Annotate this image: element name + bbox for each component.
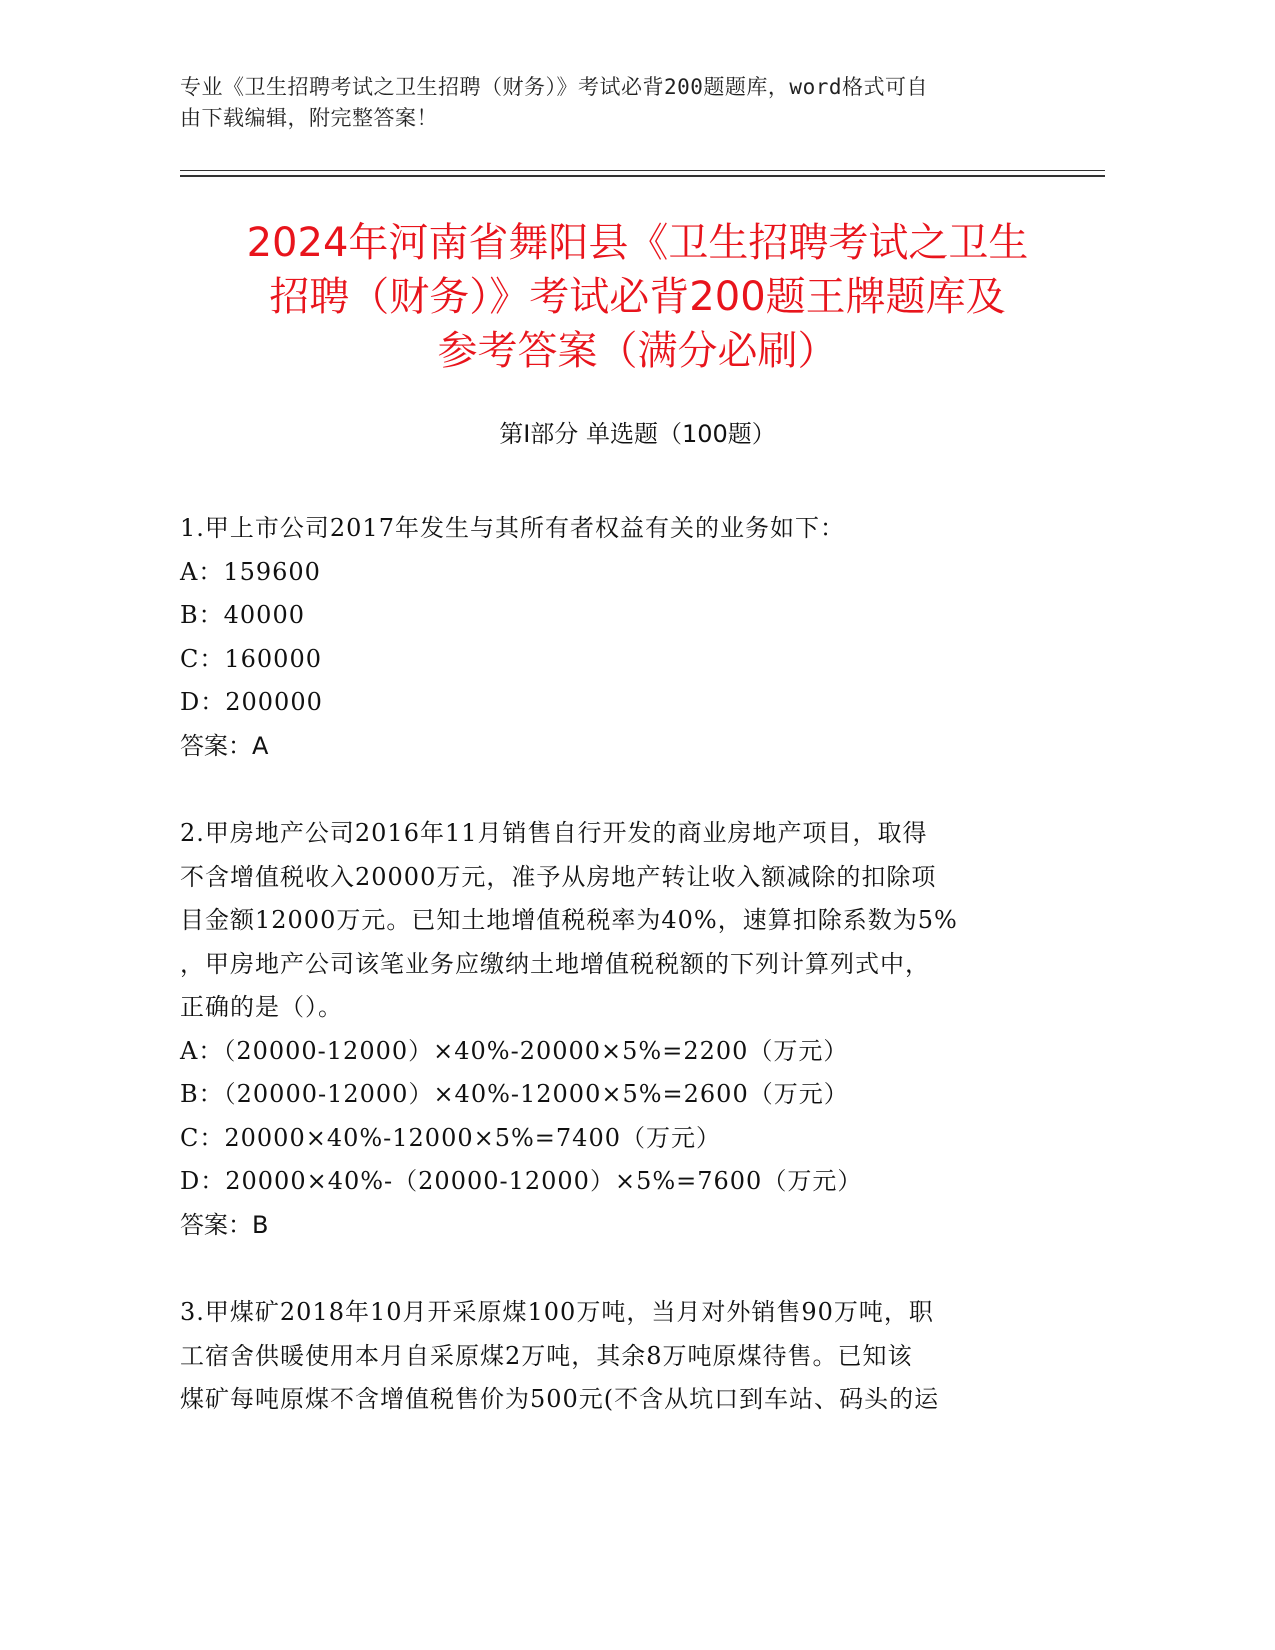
question-1-stem: 1.甲上市公司2017年发生与其所有者权益有关的业务如下： [180, 514, 845, 542]
question-2-option-c: C：20000×40%-12000×5%=7400（万元） [180, 1124, 721, 1152]
question-1-option-b: B：40000 [180, 601, 305, 629]
question-2-option-b: B：（20000-12000）×40%-12000×5%=2600（万元） [180, 1080, 849, 1108]
header-note-line: 专业《卫生招聘考试之卫生招聘（财务）》考试必背200题题库，word格式可自 [180, 75, 928, 99]
question-2-stem-line: 不含增值税收入20000万元，准予从房地产转让收入额减除的扣除项 [180, 863, 937, 891]
question-3-stem-line: 煤矿每吨原煤不含增值税售价为500元(不含从坑口到车站、码头的运 [180, 1385, 940, 1413]
question-1-option-d: D：200000 [180, 688, 323, 716]
question-2-option-d: D：20000×40%-（20000-12000）×5%=7600（万元） [180, 1167, 863, 1195]
section-heading: 第Ⅰ部分 单选题（100题） [499, 420, 776, 448]
header-divider [180, 170, 1105, 171]
header-note [180, 72, 1050, 134]
question-2-stem-line: ，甲房地产公司该笔业务应缴纳土地增值税税额的下列计算列式中， [180, 950, 930, 978]
document-title [150, 216, 1125, 378]
question-2-option-a: A：（20000-12000）×40%-20000×5%=2200（万元） [180, 1037, 849, 1065]
question-1-answer: 答案：A [180, 732, 269, 760]
title-line: 2024年河南省舞阳县《卫生招聘考试之卫生 [246, 220, 1029, 266]
question-1-option-a: A：159600 [180, 558, 321, 586]
title-line: 招聘（财务）》考试必背200题王牌题库及 [269, 274, 1006, 320]
question-1-option-c: C：160000 [180, 645, 322, 673]
question-3-stem-line: 工宿舍供暖使用本月自采原煤2万吨，其余8万吨原煤待售。已知该 [180, 1342, 913, 1370]
question-2-stem-line: 正确的是（）。 [180, 993, 343, 1021]
question-3-stem-line: 3.甲煤矿2018年10月开采原煤100万吨，当月对外销售90万吨，职 [180, 1298, 934, 1326]
header-note-line: 由下载编辑，附完整答案！ [180, 106, 438, 130]
title-line: 参考答案（满分必刷） [437, 328, 838, 374]
question-2-answer: 答案：B [180, 1211, 269, 1239]
header-divider-thick [180, 175, 1105, 177]
question-2-stem-line: 目金额12000万元。已知土地增值税税率为40%，速算扣除系数为5% [180, 906, 958, 934]
question-2-stem-line: 2.甲房地产公司2016年11月销售自行开发的商业房地产项目，取得 [180, 819, 928, 847]
